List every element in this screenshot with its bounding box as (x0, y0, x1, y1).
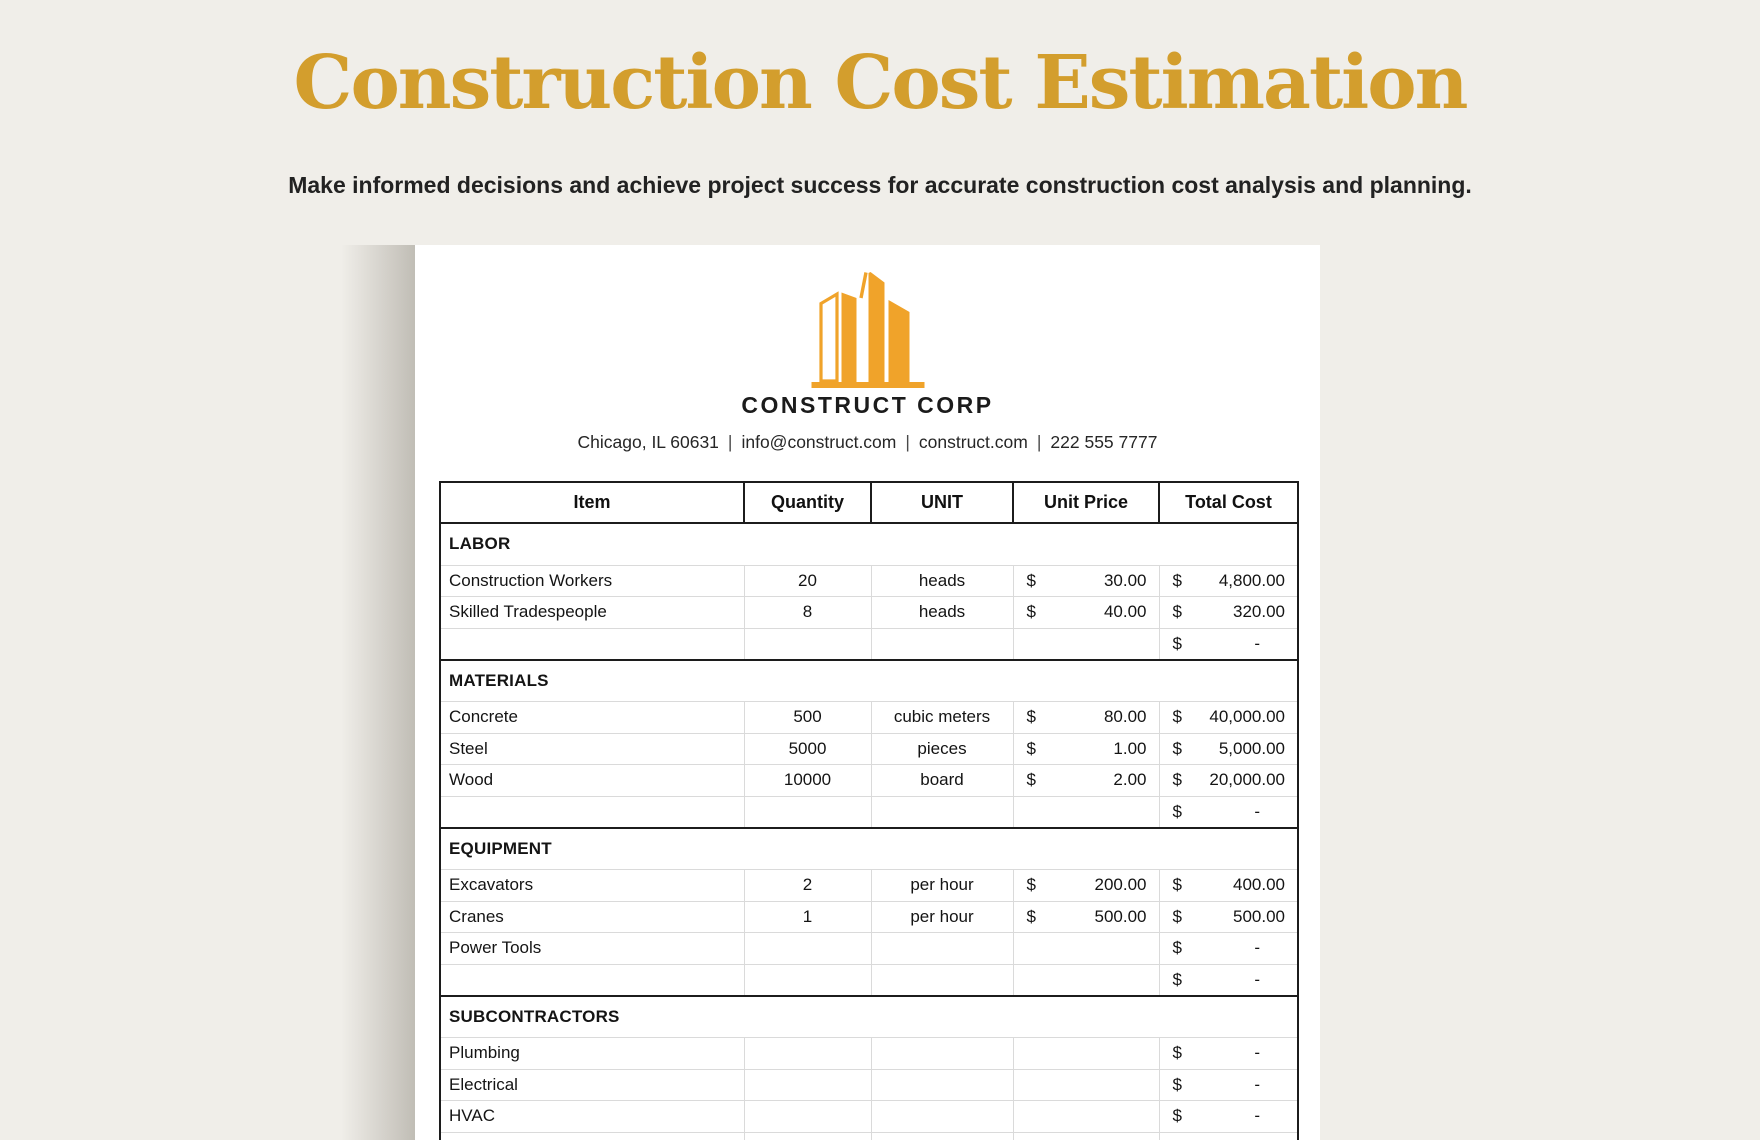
unit-price-cell (1013, 796, 1159, 828)
table-row (440, 765, 1298, 797)
company-phone: 222 555 7777 (1050, 432, 1158, 452)
quantity-cell (744, 964, 871, 996)
section-header-row (440, 523, 1298, 565)
table-row (440, 1101, 1298, 1133)
buildings-icon (811, 270, 924, 388)
unit-price-cell (1013, 901, 1159, 933)
unit-price-cell (1013, 870, 1159, 902)
currency-symbol: $ (1172, 875, 1182, 895)
total-cost-cell (1159, 933, 1298, 965)
table-row (440, 1038, 1298, 1070)
company-address: Chicago, IL 60631 (577, 432, 719, 452)
column-header-unit: UNIT (871, 482, 1013, 523)
item-cell: Cranes (440, 901, 744, 933)
item-cell: Construction Workers (440, 565, 744, 597)
section-title: MATERIALS (440, 660, 1298, 702)
total-cost-cell (1159, 628, 1298, 660)
item-cell: Steel (440, 733, 744, 765)
amount-value: 80.00 (1103, 707, 1147, 727)
unit-cell (871, 1069, 1013, 1101)
page-subtitle: Make informed decisions and achieve project success for accurate construction cost analysis and planning. (288, 172, 1472, 198)
total-cost-cell (1159, 765, 1298, 797)
currency-symbol: $ (1026, 738, 1036, 758)
total-cost-cell (1159, 702, 1298, 734)
table-row (440, 565, 1298, 597)
section-header-row (440, 996, 1298, 1038)
amount-value: - (1254, 1074, 1260, 1094)
table-row (440, 964, 1298, 996)
company-contact (415, 432, 1320, 453)
contact-separator: | (1036, 432, 1042, 452)
item-cell: Electrical (440, 1069, 744, 1101)
table-row (440, 733, 1298, 765)
total-cost-cell (1159, 733, 1298, 765)
currency-symbol: $ (1026, 906, 1036, 926)
company-email: info@construct.com (741, 432, 897, 452)
column-header-quantity: Quantity (744, 482, 871, 523)
amount-value: 500.00 (1233, 906, 1285, 926)
currency-symbol: $ (1172, 738, 1182, 758)
amount-value: 40,000.00 (1209, 707, 1285, 727)
total-cost-cell (1159, 1101, 1298, 1133)
card-shadow (341, 245, 415, 1140)
quantity-cell (744, 1069, 871, 1101)
section-header-row (440, 660, 1298, 702)
currency-symbol: $ (1172, 570, 1182, 590)
table-header-row (440, 482, 1298, 523)
item-cell: Wood (440, 765, 744, 797)
section-title: LABOR (440, 523, 1298, 565)
document-card (415, 245, 1320, 1140)
unit-price-cell (1013, 733, 1159, 765)
unit-price-cell (1013, 933, 1159, 965)
unit-cell: heads (871, 597, 1013, 629)
currency-symbol: $ (1172, 602, 1182, 622)
table-row (440, 901, 1298, 933)
unit-cell: heads (871, 565, 1013, 597)
contact-separator: | (727, 432, 733, 452)
amount-value: 200.00 (1094, 875, 1147, 895)
currency-symbol: $ (1172, 801, 1182, 821)
unit-price-cell (1013, 1101, 1159, 1133)
section-header-row (440, 828, 1298, 870)
column-header-item: Item (440, 482, 744, 523)
unit-cell: per hour (871, 870, 1013, 902)
table-row (440, 933, 1298, 965)
currency-symbol: $ (1172, 906, 1182, 926)
unit-price-cell (1013, 597, 1159, 629)
contact-separator: | (905, 432, 910, 452)
section-title: EQUIPMENT (440, 828, 1298, 870)
total-cost-cell (1159, 901, 1298, 933)
table-row (440, 1132, 1298, 1140)
total-cost-cell (1159, 870, 1298, 902)
amount-value: - (1254, 1106, 1260, 1126)
currency-symbol: $ (1172, 1074, 1182, 1094)
column-header-unit-price: Unit Price (1013, 482, 1159, 523)
unit-cell: board (871, 765, 1013, 797)
quantity-cell: 10000 (744, 765, 871, 797)
currency-symbol: $ (1172, 633, 1182, 653)
currency-symbol: $ (1026, 707, 1036, 727)
currency-symbol: $ (1026, 570, 1036, 590)
amount-value: 4,800.00 (1218, 570, 1285, 590)
unit-cell (871, 1101, 1013, 1133)
unit-price-cell (1013, 1038, 1159, 1070)
unit-price-cell (1013, 628, 1159, 660)
total-cost-cell (1159, 964, 1298, 996)
unit-cell (871, 933, 1013, 965)
table-row (440, 1069, 1298, 1101)
unit-cell: per hour (871, 901, 1013, 933)
item-cell: Excavators (440, 870, 744, 902)
amount-value: - (1254, 969, 1260, 989)
amount-value: 500.00 (1094, 906, 1147, 926)
item-cell (440, 964, 744, 996)
total-cost-cell (1159, 1038, 1298, 1070)
quantity-cell (744, 796, 871, 828)
quantity-cell (744, 1101, 871, 1133)
quantity-cell: 2 (744, 870, 871, 902)
amount-value: 2.00 (1113, 770, 1147, 790)
table-row (440, 702, 1298, 734)
currency-symbol: $ (1172, 770, 1182, 790)
unit-cell: pieces (871, 733, 1013, 765)
currency-symbol: $ (1172, 1106, 1182, 1126)
quantity-cell (744, 1038, 871, 1070)
cost-estimation-table (439, 481, 1299, 1140)
table-row (440, 597, 1298, 629)
unit-price-cell (1013, 765, 1159, 797)
table-row (440, 796, 1298, 828)
item-cell (440, 628, 744, 660)
currency-symbol: $ (1172, 707, 1182, 727)
item-cell: Power Tools (440, 933, 744, 965)
table-body (440, 523, 1298, 1140)
quantity-cell (744, 628, 871, 660)
quantity-cell (744, 1132, 871, 1140)
total-cost-cell (1159, 796, 1298, 828)
table-row (440, 870, 1298, 902)
currency-symbol: $ (1172, 1043, 1182, 1063)
amount-value: - (1254, 1043, 1260, 1063)
item-cell: HVAC (440, 1101, 744, 1133)
quantity-cell (744, 933, 871, 965)
unit-price-cell (1013, 565, 1159, 597)
amount-value: 20,000.00 (1209, 770, 1285, 790)
unit-cell (871, 964, 1013, 996)
unit-price-cell (1013, 1132, 1159, 1140)
total-cost-cell (1159, 565, 1298, 597)
unit-cell: cubic meters (871, 702, 1013, 734)
currency-symbol: $ (1026, 602, 1036, 622)
item-cell: Plumbing (440, 1038, 744, 1070)
currency-symbol: $ (1026, 770, 1036, 790)
unit-price-cell (1013, 964, 1159, 996)
quantity-cell: 8 (744, 597, 871, 629)
unit-cell (871, 1038, 1013, 1070)
amount-value: 40.00 (1103, 602, 1147, 622)
amount-value: - (1254, 801, 1260, 821)
amount-value: 320.00 (1233, 602, 1285, 622)
amount-value: - (1254, 938, 1260, 958)
currency-symbol: $ (1172, 969, 1182, 989)
unit-cell (871, 796, 1013, 828)
total-cost-cell (1159, 1132, 1298, 1140)
column-header-total-cost: Total Cost (1159, 482, 1298, 523)
unit-price-cell (1013, 1069, 1159, 1101)
total-cost-cell (1159, 597, 1298, 629)
table-row (440, 628, 1298, 660)
amount-value: 5,000.00 (1218, 738, 1285, 758)
quantity-cell: 5000 (744, 733, 871, 765)
section-title: SUBCONTRACTORS (440, 996, 1298, 1038)
table-header (440, 482, 1298, 523)
quantity-cell: 500 (744, 702, 871, 734)
total-cost-cell (1159, 1069, 1298, 1101)
company-website: construct.com (918, 432, 1028, 452)
company-name: CONSTRUCT CORP (741, 392, 994, 418)
quantity-cell: 1 (744, 901, 871, 933)
unit-cell (871, 628, 1013, 660)
amount-value: 400.00 (1233, 875, 1285, 895)
amount-value: 1.00 (1113, 738, 1147, 758)
item-cell: Concrete (440, 702, 744, 734)
page-title: Construction Cost Estimation (293, 40, 1467, 126)
item-cell (440, 796, 744, 828)
unit-cell (871, 1132, 1013, 1140)
quantity-cell: 20 (744, 565, 871, 597)
item-cell (440, 1132, 744, 1140)
amount-value: 30.00 (1103, 570, 1147, 590)
unit-price-cell (1013, 702, 1159, 734)
item-cell: Skilled Tradespeople (440, 597, 744, 629)
currency-symbol: $ (1172, 938, 1182, 958)
currency-symbol: $ (1026, 875, 1036, 895)
amount-value: - (1254, 633, 1260, 653)
